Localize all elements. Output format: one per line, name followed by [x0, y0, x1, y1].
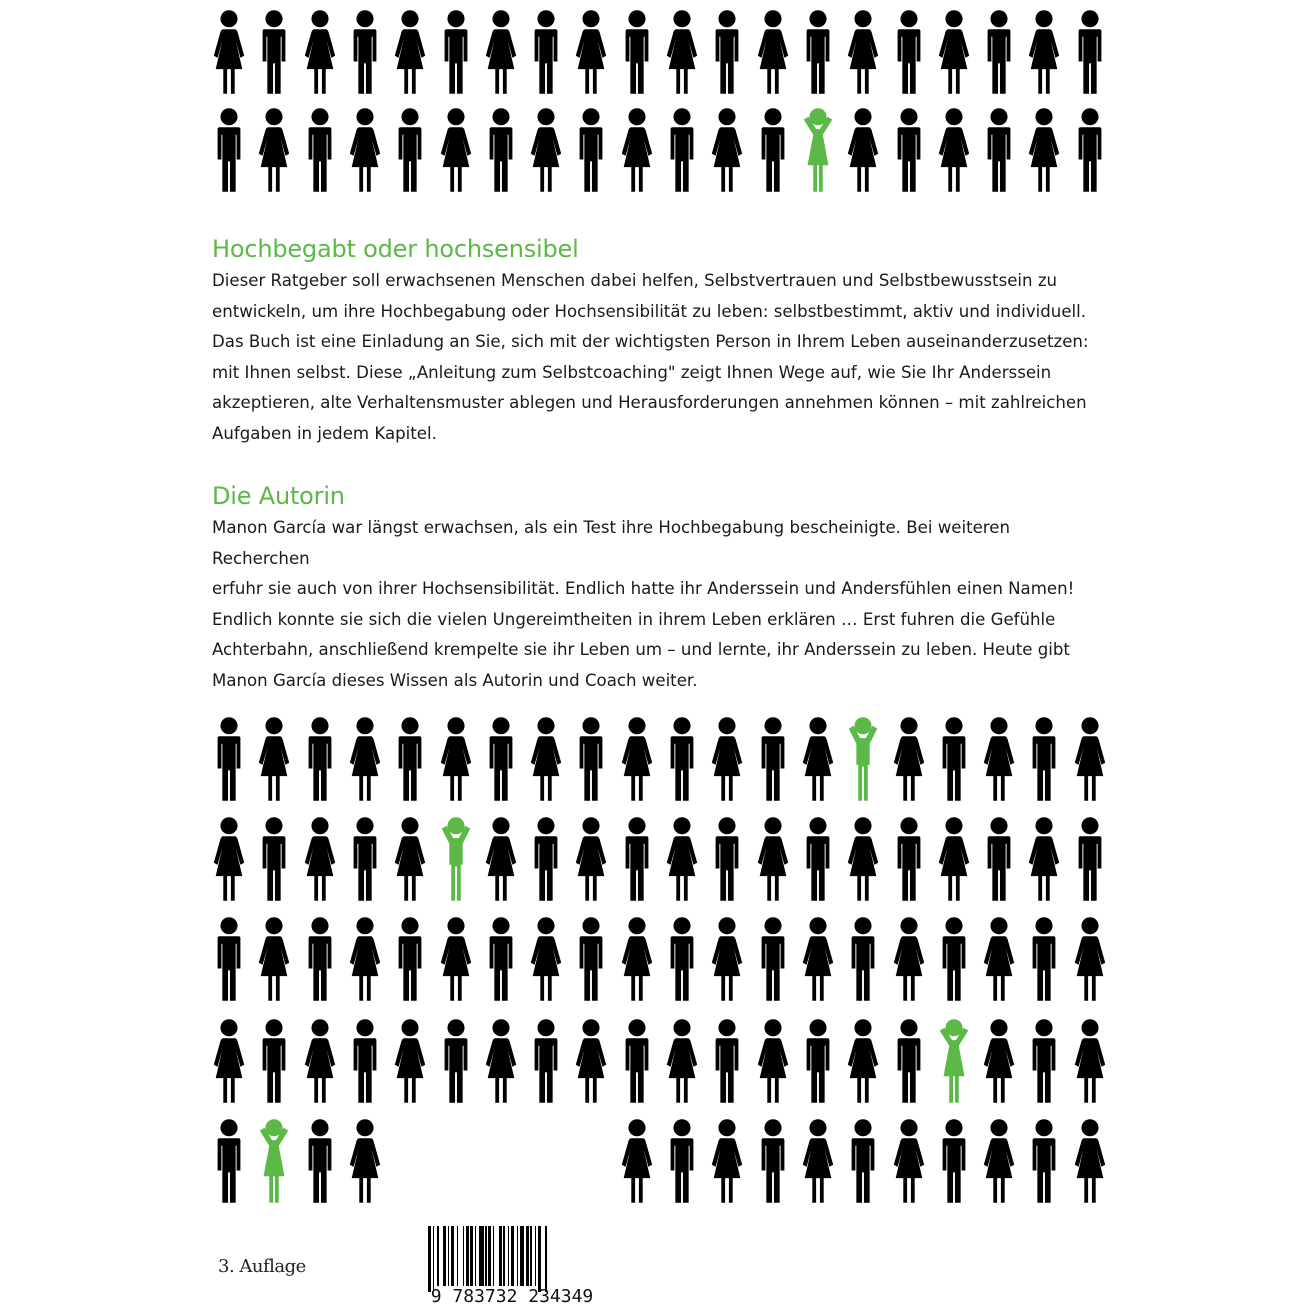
woman-icon [210, 6, 248, 98]
man-icon [980, 813, 1018, 905]
man-icon [890, 104, 928, 196]
man-icon [301, 1115, 339, 1207]
figure-row [0, 104, 1313, 196]
woman-icon [618, 913, 656, 1005]
man-icon [708, 6, 746, 98]
man-icon [935, 713, 973, 805]
woman-icon [482, 1015, 520, 1107]
man-icon [391, 713, 429, 805]
man-icon [210, 1115, 248, 1207]
woman-icon [482, 6, 520, 98]
woman-icon [1071, 1015, 1109, 1107]
man-icon [754, 104, 792, 196]
woman-icon [980, 1115, 1018, 1207]
figure-row [0, 913, 1313, 1005]
man-icon [210, 104, 248, 196]
body-line: Achterbahn, anschließend krempelte sie ihr Leben um – und lernte, ihr Anderssein zu leben. Heute gibt [212, 640, 1070, 659]
section-heading: Hochbegabt oder hochsensibel [212, 235, 579, 263]
man-icon [1025, 1015, 1063, 1107]
woman-icon [572, 1015, 610, 1107]
woman-icon [618, 1115, 656, 1207]
woman-icon [935, 104, 973, 196]
woman-icon [255, 713, 293, 805]
section-author [212, 481, 1112, 696]
woman-icon [754, 813, 792, 905]
woman-icon [618, 104, 656, 196]
man-icon [708, 813, 746, 905]
woman-icon [980, 1015, 1018, 1107]
man-icon [482, 913, 520, 1005]
man-icon [844, 913, 882, 1005]
man-icon [890, 1015, 928, 1107]
man-icon [346, 813, 384, 905]
figure-row [0, 1115, 1313, 1207]
body-line: Endlich konnte sie sich die vielen Ungereimtheiten in ihrem Leben erklären … Erst fuhren die Gefühle [212, 609, 1056, 629]
man-icon [1071, 813, 1109, 905]
woman-icon [1071, 913, 1109, 1005]
woman-icon [890, 713, 928, 805]
woman-icon [572, 813, 610, 905]
man-icon [346, 1015, 384, 1107]
woman-icon [844, 104, 882, 196]
highlighted-person-icon [255, 1115, 293, 1207]
figure-row [0, 1015, 1313, 1107]
man-icon [618, 6, 656, 98]
man-icon [799, 6, 837, 98]
man-icon [844, 1115, 882, 1207]
woman-icon [754, 6, 792, 98]
man-icon [527, 813, 565, 905]
edition-label: 3. Auflage [218, 1256, 306, 1277]
man-icon [935, 913, 973, 1005]
woman-icon [346, 913, 384, 1005]
man-icon [482, 104, 520, 196]
man-icon [980, 104, 1018, 196]
woman-icon [844, 813, 882, 905]
woman-icon [1071, 1115, 1109, 1207]
woman-icon [708, 713, 746, 805]
woman-icon [708, 913, 746, 1005]
man-icon [935, 1115, 973, 1207]
man-icon [1025, 1115, 1063, 1207]
highlighted-person-icon [799, 104, 837, 196]
man-icon [1025, 713, 1063, 805]
highlighted-person-icon [437, 813, 475, 905]
man-icon [391, 104, 429, 196]
man-icon [618, 813, 656, 905]
woman-icon [1025, 813, 1063, 905]
woman-icon [527, 104, 565, 196]
woman-icon [663, 6, 701, 98]
man-icon [346, 6, 384, 98]
man-icon [437, 6, 475, 98]
woman-icon [437, 913, 475, 1005]
body-line: Das Buch ist eine Einladung an Sie, sich mit der wichtigsten Person in Ihrem Leben auseinanderzusetzen: [212, 332, 1089, 351]
barcode-bar [545, 1226, 547, 1292]
man-icon [799, 1015, 837, 1107]
woman-icon [437, 713, 475, 805]
woman-icon [527, 913, 565, 1005]
woman-icon [255, 104, 293, 196]
woman-icon [1025, 6, 1063, 98]
woman-icon [799, 1115, 837, 1207]
figure-row [0, 6, 1313, 98]
barcode-number: 9 783732 234349 [430, 1286, 594, 1307]
woman-icon [301, 813, 339, 905]
body-line: Aufgaben in jedem Kapitel. [212, 423, 437, 443]
section-about-book [212, 234, 1112, 449]
woman-icon [799, 913, 837, 1005]
section-body [212, 513, 1112, 696]
man-icon [437, 1015, 475, 1107]
man-icon [890, 813, 928, 905]
man-icon [890, 6, 928, 98]
woman-icon [663, 1015, 701, 1107]
woman-icon [346, 713, 384, 805]
barcode-bars [428, 1226, 596, 1288]
man-icon [391, 913, 429, 1005]
man-icon [255, 813, 293, 905]
woman-icon [663, 813, 701, 905]
body-line: mit Ihnen selbst. Diese „Anleitung zum Selbstcoaching" zeigt Ihnen Wege auf, wie Sie Ihr Anderssein [212, 362, 1052, 382]
woman-icon [391, 813, 429, 905]
figure-row [0, 713, 1313, 805]
body-line: Manon García dieses Wissen als Autorin und Coach weiter. [212, 670, 698, 690]
man-icon [1025, 913, 1063, 1005]
woman-icon [708, 1115, 746, 1207]
man-icon [527, 6, 565, 98]
woman-icon [482, 813, 520, 905]
woman-icon [1025, 104, 1063, 196]
man-icon [708, 1015, 746, 1107]
man-icon [301, 713, 339, 805]
woman-icon [301, 6, 339, 98]
man-icon [754, 1115, 792, 1207]
woman-icon [1071, 713, 1109, 805]
woman-icon [391, 6, 429, 98]
woman-icon [844, 6, 882, 98]
body-line: akzeptieren, alte Verhaltensmuster ablegen und Herausforderungen annehmen können – mit zahlreichen [212, 393, 1087, 412]
man-icon [210, 913, 248, 1005]
man-icon [572, 713, 610, 805]
man-icon [663, 104, 701, 196]
man-icon [799, 813, 837, 905]
woman-icon [754, 1015, 792, 1107]
man-icon [210, 713, 248, 805]
figure-row [0, 813, 1313, 905]
man-icon [754, 913, 792, 1005]
man-icon [618, 1015, 656, 1107]
highlighted-person-icon [935, 1015, 973, 1107]
body-line: erfuhr sie auch von ihrer Hochsensibilität. Endlich hatte ihr Anderssein und Andersfühlen einen Namen! [212, 579, 1075, 598]
body-line: Dieser Ratgeber soll erwachsenen Menschen dabei helfen, Selbstvertrauen und Selbstbewusstsein zu [212, 271, 1058, 290]
man-icon [572, 913, 610, 1005]
body-line: entwickeln, um ihre Hochbegabung oder Hochsensibilität zu leben: selbstbestimmt, aktiv und individuell. [212, 301, 1087, 321]
woman-icon [980, 713, 1018, 805]
man-icon [980, 6, 1018, 98]
man-icon [527, 1015, 565, 1107]
woman-icon [527, 713, 565, 805]
woman-icon [890, 913, 928, 1005]
body-line: Manon García war längst erwachsen, als ein Test ihre Hochbegabung bescheinigte. Bei weiteren Recherchen [212, 518, 1010, 568]
woman-icon [618, 713, 656, 805]
woman-icon [799, 713, 837, 805]
isbn-barcode [428, 1226, 596, 1313]
highlighted-person-icon [844, 713, 882, 805]
man-icon [663, 713, 701, 805]
section-heading: Die Autorin [212, 482, 345, 510]
man-icon [255, 6, 293, 98]
woman-icon [346, 1115, 384, 1207]
man-icon [255, 1015, 293, 1107]
woman-icon [572, 6, 610, 98]
woman-icon [301, 1015, 339, 1107]
man-icon [482, 713, 520, 805]
woman-icon [255, 913, 293, 1005]
woman-icon [980, 913, 1018, 1005]
man-icon [572, 104, 610, 196]
man-icon [301, 104, 339, 196]
woman-icon [210, 813, 248, 905]
woman-icon [346, 104, 384, 196]
man-icon [754, 713, 792, 805]
woman-icon [935, 6, 973, 98]
section-body [212, 266, 1112, 449]
woman-icon [391, 1015, 429, 1107]
woman-icon [708, 104, 746, 196]
man-icon [301, 913, 339, 1005]
woman-icon [935, 813, 973, 905]
man-icon [1071, 104, 1109, 196]
woman-icon [437, 104, 475, 196]
man-icon [663, 1115, 701, 1207]
woman-icon [210, 1015, 248, 1107]
woman-icon [890, 1115, 928, 1207]
man-icon [663, 913, 701, 1005]
man-icon [1071, 6, 1109, 98]
woman-icon [844, 1015, 882, 1107]
